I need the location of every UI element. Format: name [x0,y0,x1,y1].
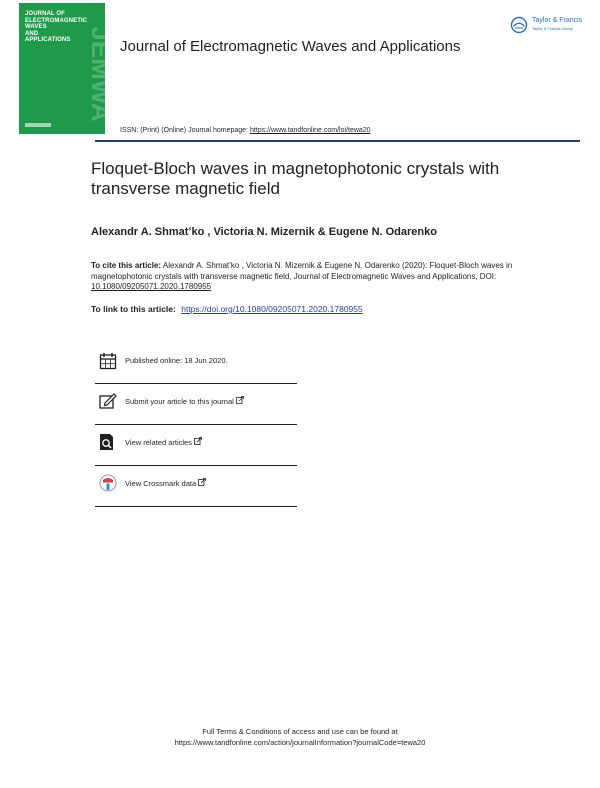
cover-title-line: ELECTROMAGNETIC [25,17,88,24]
cover-publisher-mark [25,123,51,127]
divider [95,506,297,507]
crossmark-link[interactable] [125,478,206,488]
published-row [99,352,297,382]
issn-line [120,127,371,134]
footer-terms-link[interactable]: https://www.tandfonline.com/action/journalInformation?journalCode=tewa20 [174,738,426,747]
edit-icon [99,392,117,410]
crossmark-icon [99,474,117,492]
cover-title-line: JOURNAL OF [25,11,65,17]
article-title: Floquet-Bloch waves in magnetophotonic crystals with transverse magnetic field [91,159,500,198]
cover-title-line: APPLICATIONS [25,37,71,43]
cover-title-line: WAVES [25,24,47,30]
journal-title[interactable]: Journal of Electromagnetic Waves and Applications [120,38,461,55]
submit-article-link[interactable] [125,396,244,406]
publisher-logo[interactable] [510,14,586,40]
published-date: Published online: 18 Jun 2020. [125,356,228,365]
related-articles-link[interactable] [125,437,202,447]
external-link-icon [194,437,202,445]
journal-cover [19,3,117,134]
external-link-icon [198,478,206,486]
cover-title-line: AND [25,30,39,37]
divider [95,424,297,425]
citation-label: To cite this article: [91,261,162,270]
citation-text: Alexandr A. Shmat’ko , Victoria N. Mizernik & Eugene N. Odarenko (2020): Floquet-Bloch waves in magnetophotonic crystals with transverse magnetic field, Journal of Electromagnetic Waves and Applications, DOI: [91,261,513,281]
related-articles-icon [99,433,117,451]
crossmark-row[interactable] [99,474,297,504]
publisher-logo-icon [510,16,528,34]
article-link-line [91,304,363,314]
publisher-subname: Taylor & Francis Group [532,26,573,31]
citation-doi-link[interactable]: 10.1080/09205071.2020.1780955 [91,282,212,291]
article-doi-link[interactable]: https://doi.org/10.1080/09205071.2020.1780955 [181,304,363,314]
publisher-name: Taylor & Francis [532,17,583,24]
cover-side-mark [79,15,119,133]
divider [95,383,297,384]
submit-article-row[interactable] [99,392,297,422]
journal-homepage-link[interactable]: https://www.tandfonline.com/loi/tewa20 [249,127,371,134]
footer-terms-text: Full Terms & Conditions of access and use can be found at [202,727,398,736]
crossmark-label: View Crossmark data [125,479,197,488]
divider [95,465,297,466]
external-link-icon [236,396,244,404]
citation-block [91,261,541,293]
calendar-icon [99,352,117,370]
link-label: To link to this article: [91,304,176,314]
article-authors[interactable]: Alexandr A. Shmat’ko , Victoria N. Mizernik & Eugene N. Odarenko [91,226,437,238]
header-divider [95,140,580,142]
cover-side-text: JEMWA [86,26,117,122]
issn-text: ISSN: (Print) (Online) Journal homepage: [120,127,248,134]
submit-article-label: Submit your article to this journal [125,397,234,406]
related-articles-label: View related articles [125,438,192,447]
related-articles-row[interactable] [99,433,297,463]
